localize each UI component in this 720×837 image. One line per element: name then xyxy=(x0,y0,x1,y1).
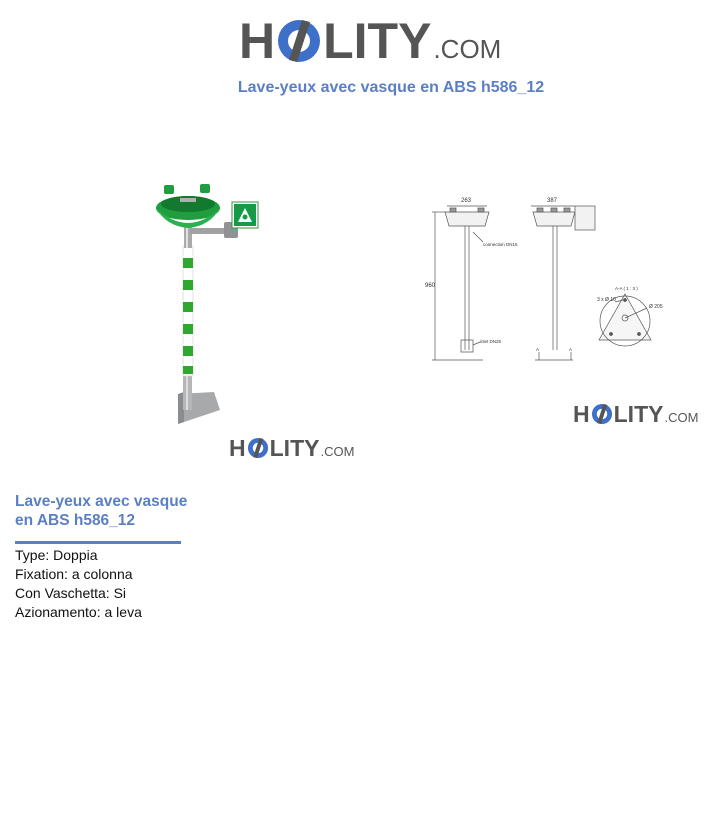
logo-text-h: H xyxy=(229,435,246,461)
technical-drawing xyxy=(425,190,690,380)
logo-o-icon xyxy=(247,437,269,459)
logo-text-h: H xyxy=(239,13,276,69)
drawing-section-marker-left: A xyxy=(536,347,540,352)
holity-logo-small xyxy=(573,400,698,427)
heading-divider xyxy=(15,541,181,544)
spec-value: a leva xyxy=(104,604,142,620)
spec-label: Fixation xyxy=(15,566,65,582)
spec-label: Type xyxy=(15,547,46,563)
holity-logo[interactable] xyxy=(239,12,501,69)
product-photo xyxy=(150,178,280,433)
logo-text-h: H xyxy=(573,401,590,427)
logo-text-domain: .COM xyxy=(664,410,699,425)
spec-label: Con Vaschetta xyxy=(15,585,106,601)
logo-o-icon xyxy=(591,403,613,425)
logo-o-icon xyxy=(276,18,322,64)
drawing-dim-width-front: 263 xyxy=(461,198,472,204)
holity-logo-small xyxy=(229,434,354,461)
spec-value: Doppia xyxy=(53,547,98,563)
spec-item-type: Type: Doppia xyxy=(15,547,98,563)
spec-item-azionamento: Azionamento: a leva xyxy=(15,604,142,620)
drawing-dim-height: 960 xyxy=(425,283,436,289)
logo-text-domain: .COM xyxy=(433,34,502,64)
logo-text-domain: .COM xyxy=(320,444,355,459)
product-heading: Lave-yeux avec vasque en ABS h586_12 xyxy=(15,493,188,529)
page-title: Lave-yeux avec vasque en ABS h586_12 xyxy=(237,79,545,96)
drawing-label-inlet-bottom: inlet DN25 xyxy=(480,339,502,344)
spec-label: Azionamento xyxy=(15,604,97,620)
drawing-dim-width-side: 387 xyxy=(547,198,558,204)
spec-value: a colonna xyxy=(71,566,133,582)
spec-value: Si xyxy=(113,585,127,601)
drawing-section-label: A-A ( 1 : 3 ) xyxy=(615,286,638,291)
spec-list xyxy=(15,546,142,622)
logo-text-lity: LITY xyxy=(613,401,664,427)
drawing-section-marker-right: A xyxy=(569,347,573,352)
drawing-diameter-label: Ø 205 xyxy=(649,304,663,310)
eye-wash-sign-icon xyxy=(232,202,258,228)
drawing-holes-label: 3 x Ø 10 xyxy=(597,297,616,303)
logo-text-lity: LITY xyxy=(269,435,320,461)
drawing-label-inlet-top: connection DN15 xyxy=(483,242,518,247)
spec-item-vaschetta: Con Vaschetta: Si xyxy=(15,585,127,601)
spec-item-fixation: Fixation: a colonna xyxy=(15,566,133,582)
logo-text-lity: LITY xyxy=(323,13,432,69)
